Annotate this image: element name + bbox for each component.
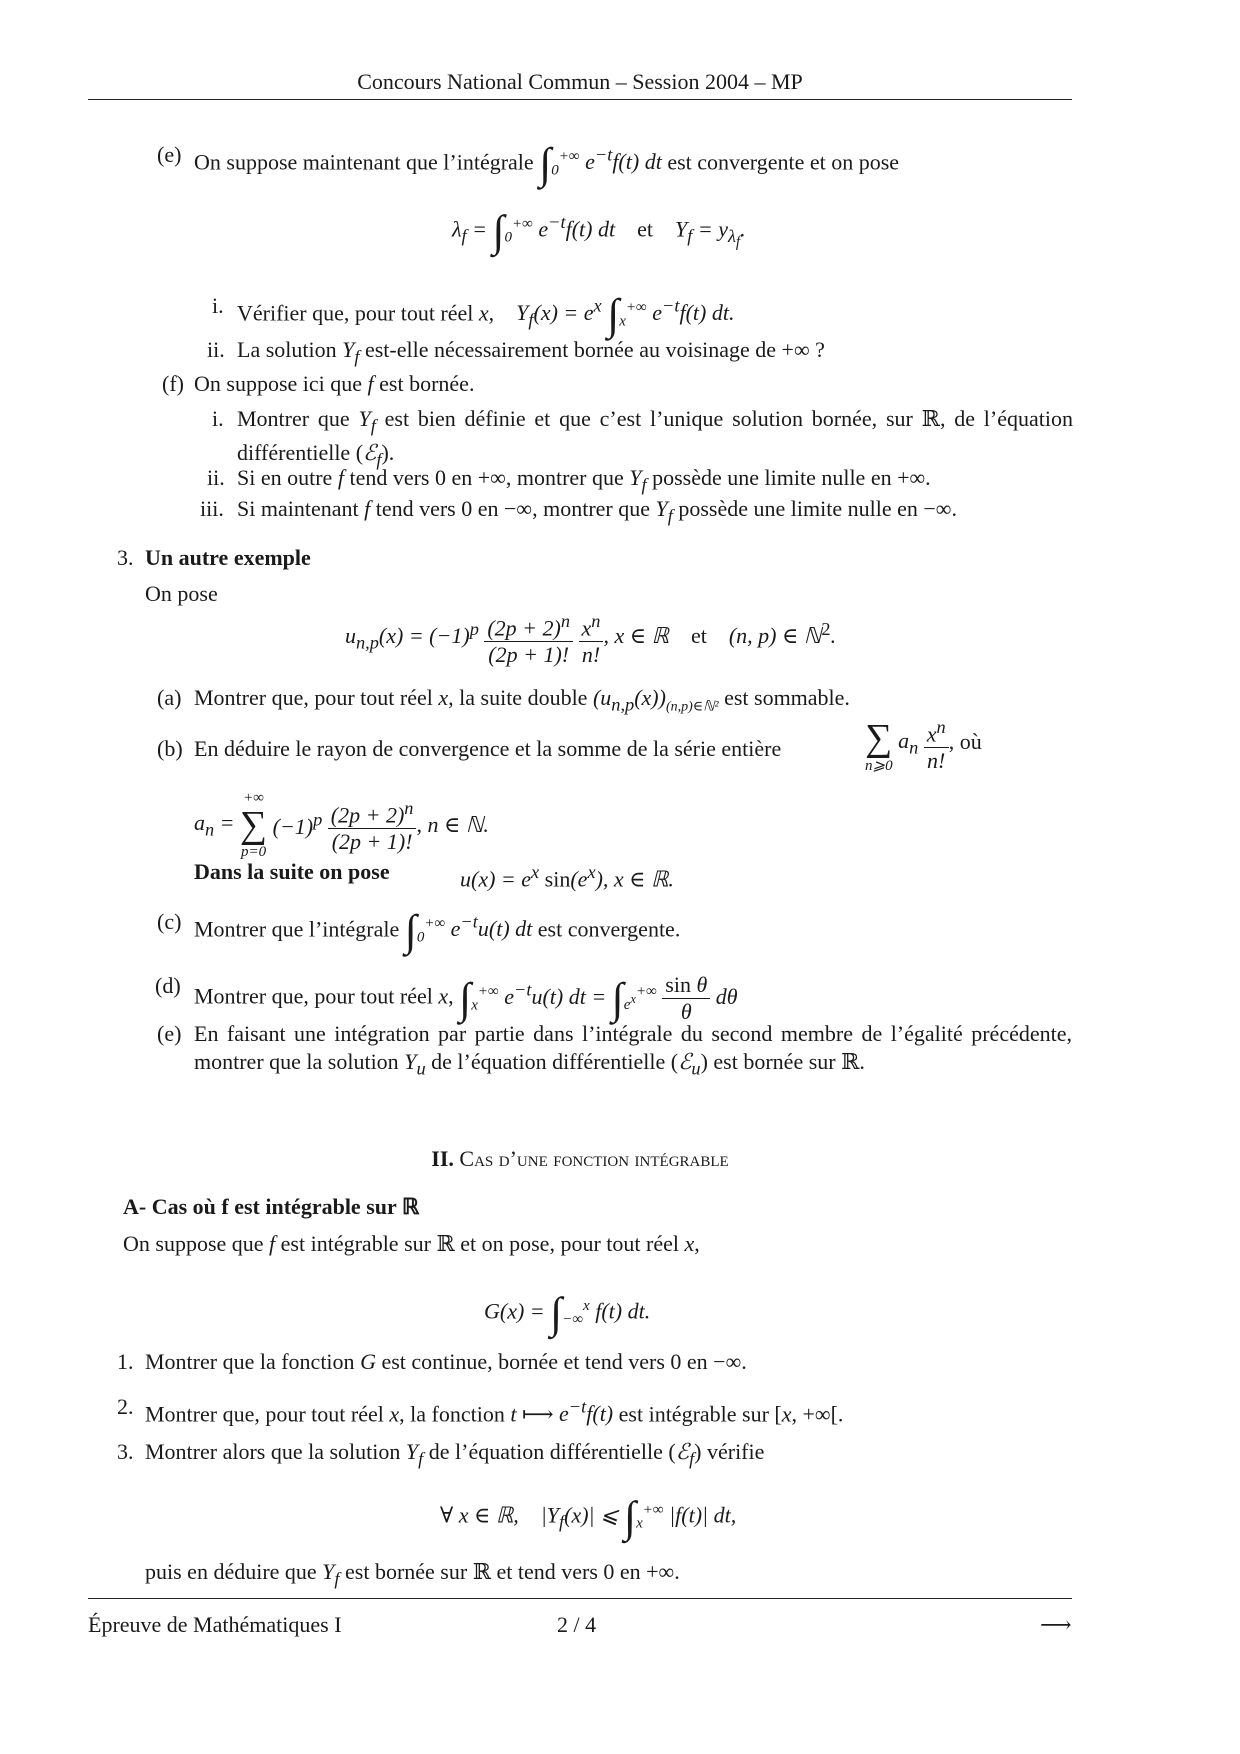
item-f-ii-label: ii.: [207, 465, 225, 490]
item-3c-text: Montrer que l’intégrale $\int_0^{+\infty}$ $e^{-t}u(t)$ dt est convergente.: [194, 906, 681, 956]
item-3d-text: Montrer que, pour tout réel x, $\int_x^{+\infty}$ $e^{-t}u(t)$ dt = $\int_{e^x}^{+\infty}$ $\frac{\text{sin θ}}{\theta}$ dθ: [194, 972, 738, 1024]
item-e-i-text: Vérifier que, pour tout réel x, $Y_f(x) = e^x$ $\int_x^{+\infty}$ $e^{-t}f(t)$ dt.: [237, 290, 735, 340]
item-f-ii-text: Si en outre f tend vers 0 en +∞, montrer que $Y_f$ possède une limite nulle en +∞.: [237, 465, 931, 495]
lambda-equation: $\lambda_f = \int_0^{+\infty}$ $e^{-t}f(t)$ dt et $Y_f = y_{\lambda_f}$.: [452, 206, 746, 256]
item-3e-label: (e): [157, 1021, 182, 1046]
q1-text: Montrer que la fonction G est continue, bornée et tend vers 0 en −∞.: [145, 1349, 747, 1374]
item-3a-label: (a): [157, 685, 182, 710]
item-f-label: (f): [162, 371, 184, 396]
item-e-label: (e): [157, 142, 182, 167]
page-number: 2 / 4: [557, 1612, 597, 1637]
item-3c-label: (c): [157, 909, 182, 934]
item-f-iii-label: iii.: [200, 496, 224, 521]
footer-rule: [88, 1598, 1072, 1599]
item-f-i-text: Montrer que $Y_f$ est bien définie et que c’est l’unique solution bornée, sur ℝ, de l’équation différentielle (ℰ$_f$).: [237, 406, 1074, 470]
q3-inequality: ∀ x ∈ ℝ, $|Y_f(x)|$ ⩽ $\int_x^{+\infty}$ |f(t)| dt,: [440, 1492, 737, 1542]
q3-text: Montrer alors que la solution $Y_f$ de l’équation différentielle (ℰ$_f$) vérifie: [145, 1439, 765, 1469]
item-e-ii-text: La solution $Y_f$ est-elle nécessairement bornée au voisinage de +∞ ?: [237, 337, 825, 367]
a-n-definition: $a_n$ = +∞ ∑ p=0 $(-1)^p$ $\frac{(2p + 2)^n}{(2p + 1)!}$ , n ∈ ℕ.: [194, 790, 489, 860]
q1-number: 1.: [117, 1349, 134, 1374]
item-3b-label: (b): [157, 736, 183, 761]
section3-intro: On pose: [145, 581, 218, 606]
part2-title-number: II.: [431, 1146, 454, 1171]
item-e-text: On suppose maintenant que l’intégrale $\int_0^{+\infty}$ $e^{-t}f(t)$ dt est convergente et on pose: [194, 139, 900, 189]
q3-end: puis en déduire que $Y_f$ est bornée sur ℝ et tend vers 0 en +∞.: [145, 1559, 680, 1589]
next-page-arrow-icon: ⟶: [1040, 1612, 1072, 1637]
item-f-i-label: i.: [212, 406, 224, 431]
dans-la-suite-label: Dans la suite on pose: [194, 859, 390, 884]
footer-left: Épreuve de Mathématiques I: [88, 1612, 342, 1637]
item-f-text: On suppose ici que f est bornée.: [194, 371, 475, 396]
part2-subtitle: A- Cas où f est intégrable sur ℝ: [123, 1194, 420, 1219]
q2-number: 2.: [117, 1394, 134, 1419]
page-header-title: Concours National Commun – Session 2004 – MP: [357, 69, 803, 94]
section3-number: 3.: [117, 545, 134, 570]
item-3d-label: (d): [155, 973, 181, 998]
part2-title: [0, 1145, 1160, 1173]
section3-title: Un autre exemple: [145, 545, 311, 570]
item-3b-text: En déduire le rayon de convergence et la somme de la série entière: [194, 736, 782, 761]
q2-text: Montrer que, pour tout réel x, la fonction t ⟼ $e^{-t}f(t)$ est intégrable sur [x, +∞[.: [145, 1397, 844, 1427]
item-e-i-label: i.: [212, 293, 224, 318]
u-definition: $u(x) = e^x$ $\sin(e^x)$, x ∈ ℝ.: [460, 862, 674, 892]
part2-title-text: Cas d’une fonction intégrable: [459, 1146, 729, 1171]
header-rule: [88, 99, 1072, 100]
item-3e-text: En faisant une intégration par partie dans l’intégrale du second membre de l’égalité précédente, montrer que la solution $Y_u$ de l’équation différentielle (ℰ$_u$) est bornée sur ℝ.: [194, 1021, 1072, 1079]
series-sum: ∑ n⩾0 $a_n$ $\frac{x^n}{n!}$ , où: [865, 718, 982, 778]
G-definition: $G(x) = \int_{-\infty}^x$ f(t) dt.: [484, 1288, 651, 1338]
item-e-ii-label: ii.: [207, 337, 225, 362]
item-f-iii-text: Si maintenant f tend vers 0 en −∞, montrer que $Y_f$ possède une limite nulle en −∞.: [237, 496, 957, 526]
item-3a-text: Montrer que, pour tout réel x, la suite double $(u_{n,p}(x))_{(n,p)\in ℕ^2}$ est sommable.: [194, 685, 850, 715]
part2-intro: On suppose que f est intégrable sur ℝ et on pose, pour tout réel x,: [123, 1231, 700, 1256]
q3-number: 3.: [117, 1439, 134, 1464]
u-np-definition: $u_{n,p}(x) = (-1)^p$ $\frac{(2p + 2)^n}{(2p + 1)!}$ $\frac{x^n}{n!}$ , x ∈ ℝ et (n, p) ∈ ℕ$^2$.: [345, 608, 836, 668]
